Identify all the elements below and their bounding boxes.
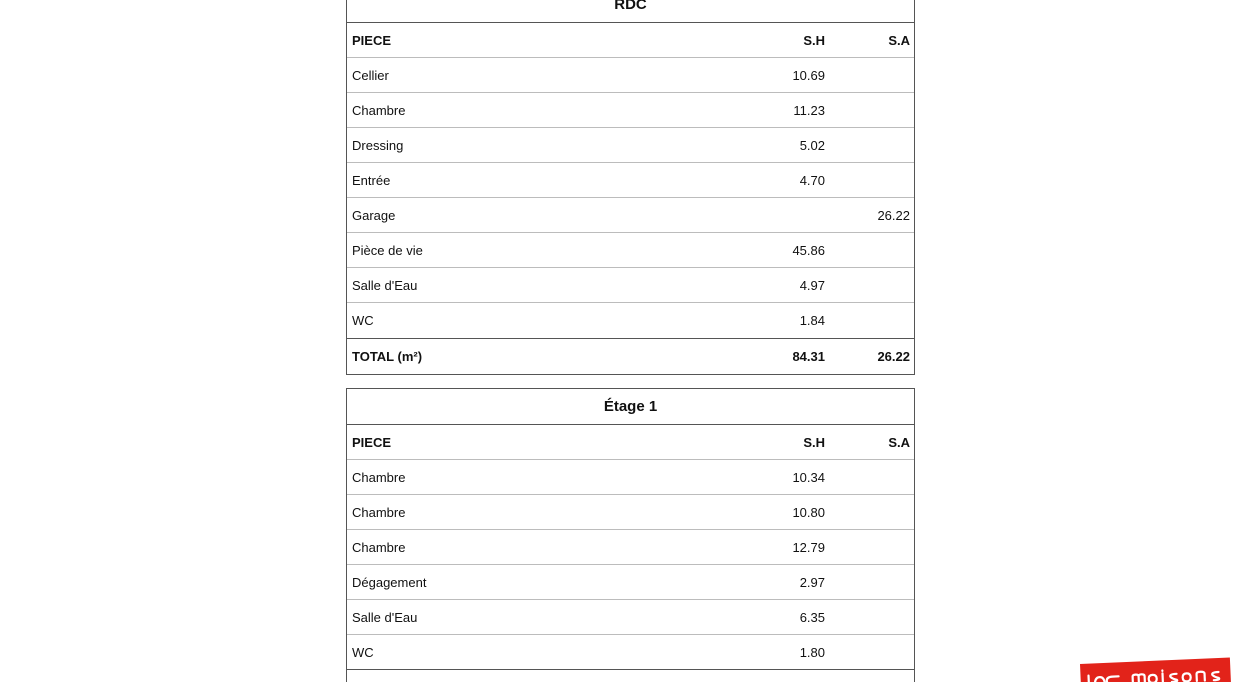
room-sh: 10.80	[792, 504, 825, 520]
room-sh: 1.80	[799, 644, 825, 660]
room-name: Dégagement	[352, 574, 427, 590]
total-sa: 26.22	[877, 348, 910, 364]
room-sh: 10.69	[792, 67, 825, 83]
room-sh: 12.79	[792, 539, 825, 555]
room-sh: 10.34	[792, 469, 825, 485]
rdc-table-title: RDC	[347, 0, 914, 23]
header-piece: PIECE	[352, 434, 392, 450]
header-sh: S.H	[803, 434, 825, 450]
room-sh: 4.70	[799, 172, 825, 188]
room-name: Chambre	[352, 469, 406, 485]
room-name: Salle d'Eau	[352, 609, 418, 625]
table-row	[347, 530, 914, 565]
header-piece: PIECE	[352, 32, 392, 48]
room-name: WC	[352, 313, 374, 328]
rdc-surface-table	[346, 0, 915, 375]
room-sh: 45.86	[792, 242, 825, 258]
room-name: Chambre	[352, 102, 406, 118]
table-row	[347, 198, 914, 233]
etage1-table-header	[347, 425, 914, 460]
room-sh: 1.84	[799, 313, 825, 328]
header-sa: S.A	[888, 32, 910, 48]
room-name: Salle d'Eau	[352, 277, 418, 293]
header-sh: S.H	[803, 32, 825, 48]
room-sa: 26.22	[877, 207, 910, 223]
total-label: TOTAL (m²)	[352, 348, 423, 364]
table-row	[347, 565, 914, 600]
room-name: Garage	[352, 207, 396, 223]
table-row	[347, 600, 914, 635]
table-row	[347, 93, 914, 128]
room-sh: 5.02	[799, 137, 825, 153]
room-sh: 11.23	[793, 102, 825, 118]
room-name: Entrée	[352, 172, 391, 188]
room-sh: 2.97	[799, 574, 825, 590]
room-name: Chambre	[352, 539, 406, 555]
room-name: Pièce de vie	[352, 242, 423, 258]
room-name: Chambre	[352, 504, 406, 520]
table-row	[347, 303, 914, 338]
total-sh: 84.31	[792, 348, 825, 364]
room-sh: 6.35	[799, 609, 825, 625]
brand-logo	[1080, 657, 1231, 682]
table-row	[347, 460, 914, 495]
table-row	[347, 495, 914, 530]
header-sa: S.A	[888, 434, 910, 450]
table-row	[347, 233, 914, 268]
table-row	[347, 268, 914, 303]
room-sh: 4.97	[799, 277, 825, 293]
etage1-surface-table	[346, 388, 915, 682]
rdc-table-header	[347, 23, 914, 58]
room-name: Cellier	[352, 67, 389, 83]
room-name: WC	[352, 644, 374, 660]
table-row	[347, 635, 914, 670]
table-row	[347, 128, 914, 163]
table-row	[347, 58, 914, 93]
table-row	[347, 163, 914, 198]
etage1-table-title: Étage 1	[347, 389, 914, 425]
room-name: Dressing	[352, 137, 404, 153]
rdc-total-row	[347, 338, 914, 373]
